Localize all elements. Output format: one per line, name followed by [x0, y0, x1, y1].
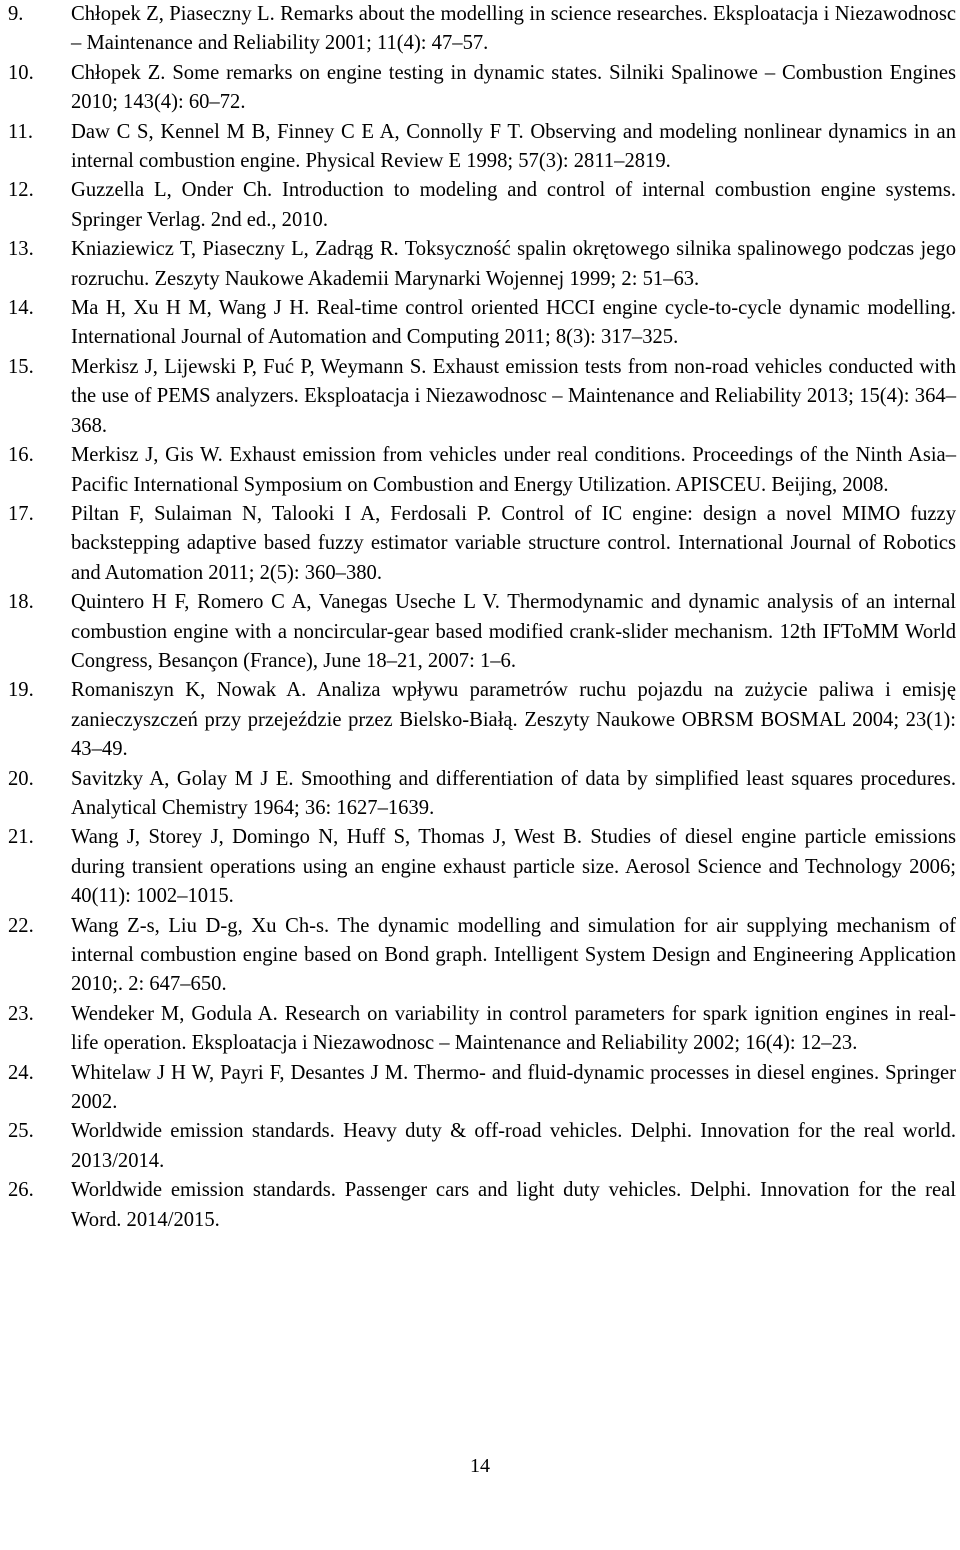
reference-text: Quintero H F, Romero C A, Vanegas Useche L V. Thermodynamic and dynamic analysis of an internal combustion engine with a noncircular-gear based modified crank-slider mechanism. 12th IFToMM World Congress, Besançon (France), June 18–21, 2007: 1–6. — [71, 591, 956, 672]
reference-item — [0, 294, 960, 353]
reference-number: 13. — [8, 238, 34, 261]
reference-number: 11. — [8, 120, 33, 143]
reference-text: Daw C S, Kennel M B, Finney C E A, Connolly F T. Observing and modeling nonlinear dynamics in an internal combustion engine. Physical Review E 1998; 57(3): 2811–2819. — [71, 120, 956, 173]
reference-text: Wang Z-s, Liu D-g, Xu Ch-s. The dynamic modelling and simulation for air supplying mechanism of internal combustion engine based on Bond graph. Intelligent System Design and Engineering Application 2010;. 2: 647–650. — [71, 914, 956, 996]
reference-number: 21. — [8, 826, 34, 849]
reference-number: 17. — [8, 502, 34, 525]
reference-text: Ma H, Xu H M, Wang J H. Real-time control oriented HCCI engine cycle-to-cycle dynamic modelling. International Journal of Automation and Computing 2011; 8(3): 317–325. — [71, 297, 956, 349]
reference-text: Whitelaw J H W, Payri F, Desantes J M. Thermo- and fluid-dynamic processes in diesel engines. Springer 2002. — [71, 1061, 956, 1114]
reference-number: 25. — [8, 1120, 34, 1143]
reference-item — [0, 59, 960, 118]
reference-text: Wendeker M, Godula A. Research on variability in control parameters for spark ignition engines in real-life operation. Eksploatacja i Niezawodnosc – Maintenance and Reliability 2002; 16(4): 12–23. — [71, 1002, 956, 1055]
reference-item — [0, 912, 960, 1000]
reference-number: 24. — [8, 1061, 34, 1084]
reference-text: Chłopek Z, Piaseczny L. Remarks about the modelling in science researches. Eksploatacja i Niezawodnosc – Maintenance and Reliability 2001; 11(4): 47–57. — [71, 3, 956, 55]
reference-item — [0, 588, 960, 676]
reference-text: Merkisz J, Lijewski P, Fuć P, Weymann S. Exhaust emission tests from non-road vehicles conducted with the use of PEMS analyzers. Eksploatacja i Niezawodnosc – Maintenance and Reliability 2013; 15(4): 364–368. — [71, 355, 956, 437]
reference-number: 18. — [8, 591, 34, 614]
reference-text: Worldwide emission standards. Passenger cars and light duty vehicles. Delphi. Innovation for the real Word. 2014/2015. — [71, 1179, 956, 1231]
reference-item — [0, 1059, 960, 1118]
reference-text: Savitzky A, Golay M J E. Smoothing and differentiation of data by simplified least squares procedures. Analytical Chemistry 1964; 36: 1627–1639. — [71, 767, 956, 819]
reference-item — [0, 765, 960, 824]
reference-item — [0, 0, 960, 59]
reference-number: 9. — [8, 3, 24, 25]
reference-item — [0, 500, 960, 588]
reference-text: Guzzella L, Onder Ch. Introduction to modeling and control of internal combustion engine systems. Springer Verlag. 2nd ed., 2010. — [71, 179, 956, 231]
reference-item — [0, 441, 960, 500]
reference-text: Piltan F, Sulaiman N, Talooki I A, Ferdosali P. Control of IC engine: design a novel MIMO fuzzy backstepping adaptive based fuzzy estimator variable structure control. International Journal of Robotics and Automation 2011; 2(5): 360–380. — [71, 502, 956, 584]
reference-item — [0, 1176, 960, 1235]
reference-item — [0, 235, 960, 294]
reference-number: 19. — [8, 679, 34, 702]
reference-number: 23. — [8, 1002, 34, 1025]
page-number: 14 — [470, 1455, 490, 1477]
reference-text: Romaniszyn K, Nowak A. Analiza wpływu parametrów ruchu pojazdu na zużycie paliwa i emisję zanieczyszczeń przy przejeździe przez Bielsko-Białą. Zeszyty Naukowe OBRSM BOSMAL 2004; 23(1): 43–49. — [71, 679, 956, 761]
reference-text: Kniaziewicz T, Piaseczny L, Zadrąg R. Toksyczność spalin okrętowego silnika spalinowego podczas jego rozruchu. Zeszyty Naukowe Akademii Marynarki Wojennej 1999; 2: 51–63. — [71, 238, 956, 290]
reference-number: 16. — [8, 444, 34, 467]
reference-number: 22. — [8, 914, 34, 937]
reference-text: Merkisz J, Gis W. Exhaust emission from vehicles under real conditions. Proceedings of the Ninth Asia–Pacific International Symposium on Combustion and Energy Utilization. APISCEU. Beijing, 2008. — [71, 444, 956, 496]
reference-item — [0, 823, 960, 911]
reference-item — [0, 176, 960, 235]
reference-number: 20. — [8, 767, 34, 790]
reference-item — [0, 353, 960, 441]
reference-item — [0, 1117, 960, 1176]
reference-number: 10. — [8, 61, 34, 84]
reference-item — [0, 676, 960, 764]
reference-number: 12. — [8, 179, 34, 202]
reference-number: 14. — [8, 297, 34, 320]
reference-number: 26. — [8, 1179, 34, 1202]
reference-text: Worldwide emission standards. Heavy duty & off-road vehicles. Delphi. Innovation for the real world. 2013/2014. — [71, 1120, 956, 1172]
reference-text: Chłopek Z. Some remarks on engine testing in dynamic states. Silniki Spalinowe – Combustion Engines 2010; 143(4): 60–72. — [71, 61, 956, 114]
reference-item — [0, 1000, 960, 1059]
reference-number: 15. — [8, 355, 34, 378]
reference-item — [0, 118, 960, 177]
reference-text: Wang J, Storey J, Domingo N, Huff S, Thomas J, West B. Studies of diesel engine particle emissions during transient operations using an engine exhaust particle size. Aerosol Science and Technology 2006; 40(11): 1002–1015. — [71, 826, 956, 908]
